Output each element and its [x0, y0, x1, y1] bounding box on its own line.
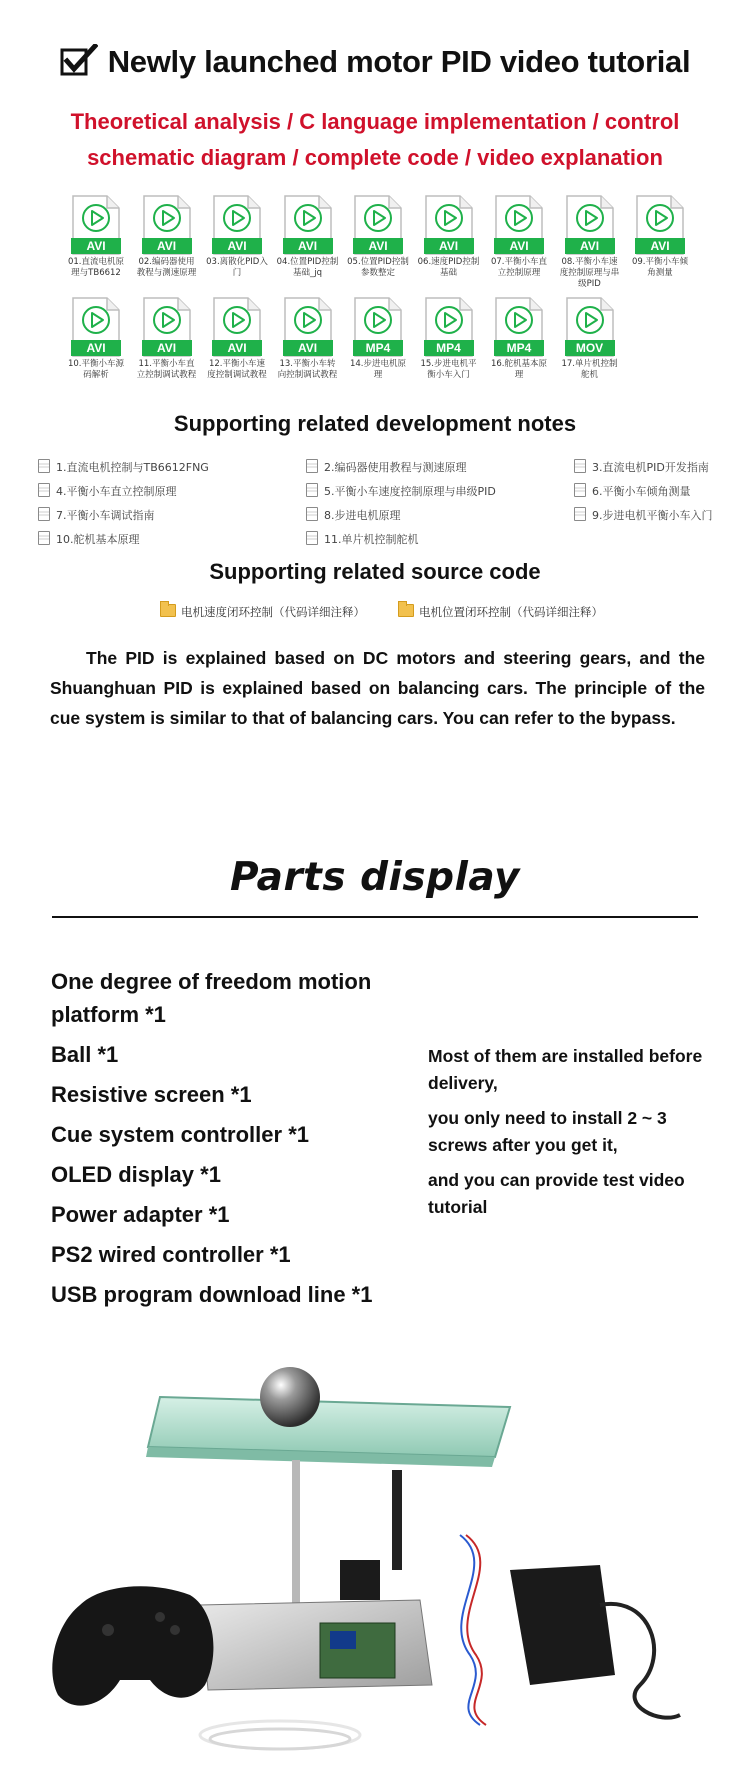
video-file-1[interactable] — [65, 194, 127, 279]
folder-icon — [398, 604, 414, 617]
file-type-badge: AVI — [494, 238, 544, 254]
file-type-badge: AVI — [635, 238, 685, 254]
notes-section-title: Supporting related development notes — [173, 411, 577, 436]
divider — [52, 916, 698, 918]
part-item: PS2 wired controller *1 — [51, 1242, 291, 1267]
video-file-caption: 03.离散化PID入门 — [206, 257, 268, 278]
video-file-3[interactable] — [206, 194, 268, 279]
part-item: Resistive screen *1 — [51, 1082, 252, 1107]
subtitle — [40, 104, 710, 176]
description-text: The PID is explained based on DC motors and steering gears, and the Shuanghuan PID is explained based on balancing cars. The principle of the cue system is similar to that of balancing cars. You can refer to the bypass. — [50, 648, 705, 728]
video-file-icon — [212, 194, 262, 256]
file-type-badge: MOV — [565, 340, 615, 356]
video-file-caption: 02.编码器使用教程与测速原理 — [136, 257, 197, 278]
video-file-2[interactable] — [136, 194, 198, 279]
video-file-10[interactable] — [65, 296, 127, 381]
document-icon — [306, 459, 318, 473]
video-file-6[interactable] — [418, 194, 480, 279]
note-label: 1.直流电机控制与TB6612FNG — [56, 461, 209, 474]
video-file-7[interactable] — [488, 194, 550, 279]
side-note: and you can provide test video tutorial — [428, 1170, 685, 1217]
source-folder-position[interactable] — [398, 604, 603, 620]
note-document-10[interactable] — [38, 531, 140, 547]
video-file-caption: 12.平衡小车速度控制调试教程 — [207, 359, 267, 380]
video-file-icon — [212, 296, 262, 358]
subtitle-line-2: schematic diagram / complete code / video explanation — [87, 145, 663, 170]
video-file-icon — [494, 194, 544, 256]
note-label: 10.舵机基本原理 — [56, 533, 140, 546]
video-file-caption: 16.舵机基本原理 — [490, 359, 548, 380]
video-file-caption: 05.位置PID控制参数整定 — [347, 257, 409, 278]
document-icon — [574, 507, 586, 521]
video-file-caption: 13.平衡小车转向控制调试教程 — [277, 359, 338, 380]
note-document-1[interactable] — [38, 459, 209, 475]
document-icon — [38, 507, 50, 521]
note-document-11[interactable] — [306, 531, 419, 547]
file-type-badge: AVI — [142, 340, 192, 356]
video-file-14[interactable] — [347, 296, 409, 381]
file-type-badge: AVI — [71, 340, 121, 356]
document-icon — [574, 483, 586, 497]
parts-title: Parts display — [230, 855, 520, 900]
product-photo — [40, 1355, 720, 1765]
part-item: Power adapter *1 — [51, 1202, 230, 1227]
video-file-icon — [353, 194, 403, 256]
video-file-5[interactable] — [347, 194, 409, 279]
document-icon — [38, 483, 50, 497]
note-label: 5.平衡小车速度控制原理与串级PID — [324, 485, 496, 498]
file-type-badge: MP4 — [424, 340, 474, 356]
note-label: 11.单片机控制舵机 — [324, 533, 419, 546]
note-document-2[interactable] — [306, 459, 467, 475]
video-file-icon — [283, 296, 333, 358]
video-file-icon — [494, 296, 544, 358]
video-file-15[interactable] — [418, 296, 480, 381]
file-type-badge: MP4 — [353, 340, 403, 356]
video-file-caption: 09.平衡小车倾角测量 — [631, 257, 689, 278]
file-type-badge: AVI — [212, 340, 262, 356]
note-label: 8.步进电机原理 — [324, 509, 401, 522]
note-label: 3.直流电机PID开发指南 — [592, 461, 709, 474]
file-type-badge: AVI — [565, 238, 615, 254]
document-icon — [306, 507, 318, 521]
file-type-badge: AVI — [142, 238, 192, 254]
video-file-11[interactable] — [136, 296, 198, 381]
document-icon — [574, 459, 586, 473]
note-document-9[interactable] — [574, 507, 713, 523]
note-label: 6.平衡小车倾角测量 — [592, 485, 691, 498]
video-file-icon — [424, 296, 474, 358]
note-label: 2.编码器使用教程与测速原理 — [324, 461, 467, 474]
folder-label: 电机位置闭环控制（代码详细注释） — [419, 605, 603, 619]
document-icon — [38, 459, 50, 473]
video-file-4[interactable] — [277, 194, 339, 279]
document-icon — [306, 483, 318, 497]
checkbox-icon — [60, 44, 98, 84]
video-file-16[interactable] — [488, 296, 550, 381]
note-label: 7.平衡小车调试指南 — [56, 509, 155, 522]
video-file-caption: 01.直流电机原理与TB6612 — [67, 257, 125, 278]
power-adapter — [510, 1565, 615, 1685]
video-file-icon — [353, 296, 403, 358]
part-item: Cue system controller *1 — [51, 1122, 309, 1147]
video-file-caption: 04.位置PID控制基础_jq — [276, 257, 339, 278]
video-file-icon — [283, 194, 333, 256]
video-file-17[interactable] — [559, 296, 621, 381]
video-file-caption: 15.步进电机平衡小车入门 — [420, 359, 477, 380]
file-type-badge: MP4 — [494, 340, 544, 356]
description-paragraph — [50, 643, 705, 733]
video-file-12[interactable] — [206, 296, 268, 381]
video-file-caption: 17.单片机控制舵机 — [561, 359, 618, 380]
note-label: 9.步进电机平衡小车入门 — [592, 509, 713, 522]
video-file-icon — [565, 194, 615, 256]
source-section-title: Supporting related source code — [209, 559, 541, 584]
folder-icon — [160, 604, 176, 617]
title-text: Newly launched motor PID video tutorial — [107, 44, 691, 79]
video-file-caption: 08.平衡小车速度控制原理与串级PID — [559, 257, 620, 289]
note-document-6[interactable] — [574, 483, 691, 499]
page-title — [0, 44, 750, 84]
part-item: One degree of freedom motion — [51, 969, 372, 994]
folder-label: 电机速度闭环控制（代码详细注释） — [181, 605, 365, 619]
note-document-8[interactable] — [306, 507, 401, 523]
document-icon — [38, 531, 50, 545]
subtitle-line-1: Theoretical analysis / C language implementation / control — [70, 109, 680, 134]
video-file-8[interactable] — [559, 194, 621, 290]
video-file-caption: 10.平衡小车源码解析 — [67, 359, 125, 380]
ps2-controller — [52, 1586, 213, 1705]
video-file-icon — [142, 296, 192, 358]
video-file-icon — [424, 194, 474, 256]
note-document-4[interactable] — [38, 483, 177, 499]
file-type-badge: AVI — [353, 238, 403, 254]
file-type-badge: AVI — [283, 340, 333, 356]
video-file-caption: 07.平衡小车直立控制原理 — [490, 257, 548, 278]
video-file-icon — [71, 296, 121, 358]
note-document-5[interactable] — [306, 483, 496, 499]
part-item: OLED display *1 — [51, 1162, 221, 1187]
note-label: 4.平衡小车直立控制原理 — [56, 485, 177, 498]
video-file-icon — [565, 296, 615, 358]
resistive-screen — [148, 1397, 510, 1457]
file-type-badge: AVI — [71, 238, 121, 254]
file-type-badge: AVI — [283, 238, 333, 254]
video-file-icon — [71, 194, 121, 256]
video-file-13[interactable] — [277, 296, 339, 381]
video-file-caption: 14.步进电机原理 — [349, 359, 407, 380]
side-note: Most of them are installed before delivery, — [428, 1046, 703, 1093]
file-type-badge: AVI — [212, 238, 262, 254]
video-file-caption: 11.平衡小车直立控制调试教程 — [136, 359, 197, 380]
note-document-3[interactable] — [574, 459, 709, 475]
part-item: platform *1 — [51, 1002, 166, 1027]
file-type-badge: AVI — [424, 238, 474, 254]
part-item: USB program download line *1 — [51, 1282, 373, 1307]
video-file-icon — [635, 194, 685, 256]
video-file-caption: 06.速度PID控制基础 — [417, 257, 480, 278]
part-item: Ball *1 — [51, 1042, 119, 1067]
video-file-9[interactable] — [629, 194, 691, 279]
document-icon — [306, 531, 318, 545]
side-note: you only need to install 2 ~ 3 screws after you get it, — [428, 1108, 667, 1155]
note-document-7[interactable] — [38, 507, 155, 523]
video-file-icon — [142, 194, 192, 256]
source-folder-speed[interactable] — [160, 604, 365, 620]
ball — [260, 1367, 320, 1427]
